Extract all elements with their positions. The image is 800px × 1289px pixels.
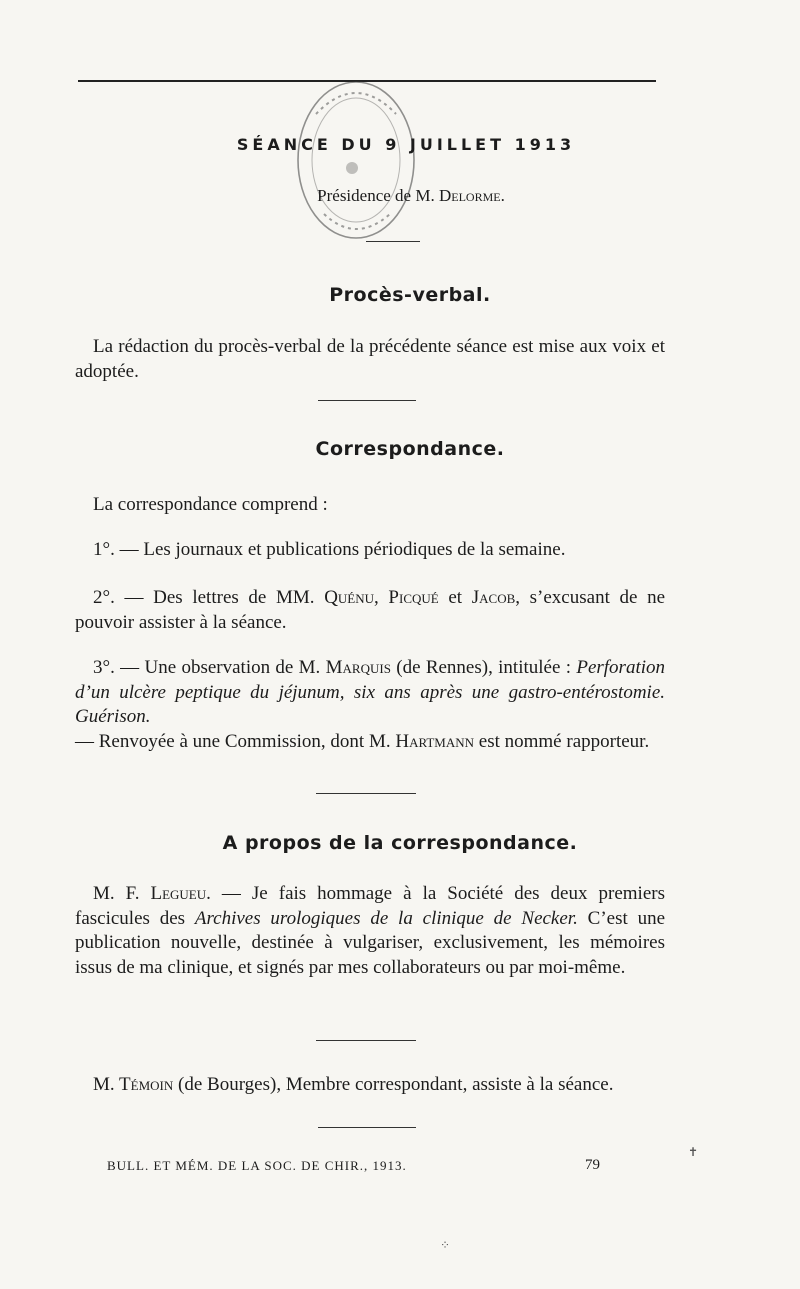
temoin-paragraph xyxy=(75,1073,665,1098)
heading-correspondance: Correspondance. xyxy=(315,438,505,460)
name-hartmann: Hartmann xyxy=(395,730,475,752)
president-name: Delorme. xyxy=(438,186,505,205)
name-quenu: Quénu xyxy=(324,587,375,608)
heading-proces-verbal: Procès-verbal. xyxy=(329,284,491,306)
item-1-text: 1°. — Les journaux et publications périodiques de la semaine. xyxy=(93,539,566,560)
item-3-prefix: 3°. — Une observation de M. xyxy=(93,657,326,678)
session-title: SÉANCE DU 9 JUILLET 1913 xyxy=(236,135,576,154)
item-2-sep-2: et xyxy=(438,587,472,608)
name-marquis: Marquis xyxy=(325,657,391,678)
page-number: 79 xyxy=(585,1157,600,1173)
proces-verbal-text xyxy=(75,335,665,384)
correspondance-item-2 xyxy=(75,586,665,635)
section-rule-3 xyxy=(316,1040,416,1041)
section-rule-1 xyxy=(318,400,416,401)
heading-apropos: A propos de la correspondance. xyxy=(222,832,578,854)
archives-title: Archives urologiques de la clinique de Necker. xyxy=(194,907,578,929)
apropos-prefix: M. F. xyxy=(93,883,151,904)
apropos-paragraph xyxy=(75,882,665,980)
temoin-text: (de Bourges), Membre correspondant, assiste à la séance. xyxy=(173,1074,614,1095)
proces-verbal-body: La rédaction du procès-verbal de la précédente séance est mise aux voix et adoptée. xyxy=(75,336,665,382)
item-3-end: est nommé rapporteur. xyxy=(474,730,650,752)
name-legueu: Legueu xyxy=(150,883,207,904)
scan-mark: ✝ xyxy=(688,1145,699,1159)
name-temoin: M. Témoin xyxy=(93,1074,174,1095)
item-2-prefix: 2°. — Des lettres de MM. xyxy=(93,587,325,608)
header-rule xyxy=(366,241,420,242)
item-3-renvoi: — Renvoyée à une Commission, dont M. xyxy=(75,730,396,752)
item-2-sep-1: , xyxy=(374,587,389,608)
name-picque: Picqué xyxy=(388,587,439,608)
item-2-suffix: , s’excusant de ne pouvoir assister à la séance. xyxy=(75,587,666,633)
correspondance-item-1 xyxy=(75,538,665,563)
presidence-prefix: Présidence de M. xyxy=(317,186,435,205)
correspondance-intro xyxy=(75,493,665,518)
correspondance-item-3 xyxy=(75,656,665,754)
journal-footer: BULL. ET MÉM. DE LA SOC. DE CHIR., 1913. xyxy=(107,1158,407,1173)
apropos-text-2: C’est une publication nouvelle, destinée à vulgariser, exclusivement, les mémoires issus de ma clinique, et signés par mes collaborateurs ou par moi-même. xyxy=(75,907,665,978)
name-jacob: Jacob xyxy=(471,587,516,608)
scan-mark: ⁘ xyxy=(440,1238,451,1252)
library-stamp xyxy=(286,74,426,246)
apropos-text-1: . — Je fais hommage à la Société des deux premiers fascicules des xyxy=(75,883,665,929)
presidence-line xyxy=(0,186,800,206)
section-rule-4 xyxy=(318,1127,416,1128)
section-rule-2 xyxy=(316,793,416,794)
item-3-mid: (de Rennes), intitulée : xyxy=(390,657,577,678)
correspondance-intro-text: La correspondance comprend : xyxy=(93,494,328,515)
observation-title: Perforation d’un ulcère peptique du jéjunum, six ans après une gastro-entérostomie. Guérison. xyxy=(75,657,666,727)
